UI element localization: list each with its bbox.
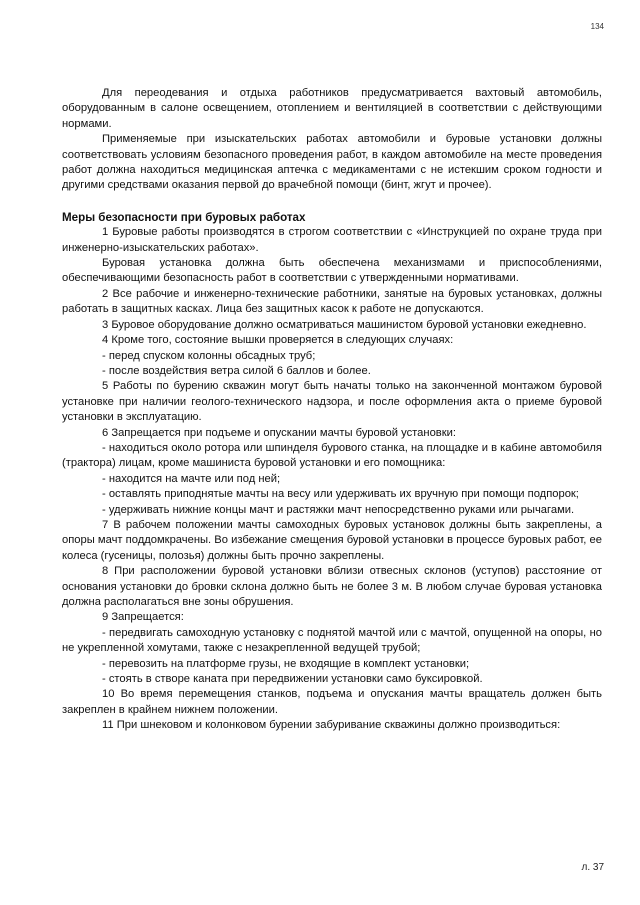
- spacer: [62, 194, 602, 210]
- paragraph: 7 В рабочем положении мачты самоходных буровых установок должны быть закреплены, а опоры мачт поддомкрачены. Во избежание смещения буровой установки в процессе буровых работ, ее колеса (гусеницы, полозья) должны быть прочно закреплены.: [62, 518, 602, 562]
- paragraph: Для переодевания и отдыха работников предусматривается вахтовый автомобиль, оборудованным в салоне освещением, отоплением и вентиляцией в соответствии с действующими нормами.: [62, 87, 602, 130]
- document-body: [62, 86, 602, 734]
- page-number: 134: [590, 22, 604, 31]
- paragraph: 1 Буровые работы производятся в строгом соответствии с «Инструкцией по охране труда при инженерно-изыскательских работах».: [62, 226, 602, 254]
- paragraph: 3 Буровое оборудование должно осматриваться машинистом буровой установки ежедневно.: [102, 318, 587, 331]
- list-item: - после воздействия ветра силой 6 баллов и более.: [102, 364, 371, 377]
- paragraph: 10 Во время перемещения станков, подъема и опускания мачты вращатель должен быть закреплен в крайнем нижнем положении.: [62, 688, 602, 716]
- paragraph: Буровая установка должна быть обеспечена механизмами и приспособлениями, обеспечивающими безопасность работ в соответствии с утвержденными нормативами.: [62, 257, 602, 285]
- paragraph: 6 Запрещается при подъеме и опускании мачты буровой установки:: [102, 426, 456, 439]
- paragraph: 9 Запрещается:: [102, 611, 184, 624]
- list-item: - находиться около ротора или шпинделя бурового станка, на площадке и в кабине автомобиля (трактора) лицам, кроме машиниста буровой установки и его помощника:: [62, 441, 602, 470]
- list-item: - стоять в створе каната при передвижении установки само буксировкой.: [102, 673, 483, 686]
- paragraph: 11 При шнековом и колонковом бурении забуривание скважины должно производиться:: [102, 719, 561, 732]
- list-item: - удерживать нижние концы мачт и растяжки мачт непосредственно руками или рычагами.: [102, 503, 575, 516]
- list-item: - перед спуском колонны обсадных труб;: [102, 349, 316, 362]
- paragraph: 5 Работы по бурению скважин могут быть начаты только на законченной монтажом буровой установке при наличии геолого-технического надзора, и после оформления акта о приеме буровой установки в эксплуатацию.: [62, 380, 602, 424]
- section-title: Меры безопасности при буровых работах: [62, 210, 306, 224]
- page-label: л. 37: [581, 862, 604, 873]
- paragraph: 2 Все рабочие и инженерно-технические работники, занятые на буровых установках, должны работать в защитных касках. Лица без защитных касок к работе не допускаются.: [62, 287, 602, 316]
- list-item: - находится на мачте или под ней;: [102, 472, 281, 485]
- list-item: - перевозить на платформе грузы, не входящие в комплект установки;: [102, 657, 470, 670]
- list-item: - передвигать самоходную установку с поднятой мачтой или с мачтой, опущенной на опоры, но не укрепленной хомутами, также с незакрепленной ведущей трубой;: [62, 626, 602, 655]
- paragraph: 4 Кроме того, состояние вышки проверяется в следующих случаях:: [102, 334, 454, 347]
- paragraph: 8 При расположении буровой установки вблизи отвесных склонов (уступов) расстояние от основания установки до бровки склона должно быть не более 3 м. В любом случае буровая установка должна располагаться вне зоны обрушения.: [62, 565, 602, 608]
- paragraph: Применяемые при изыскательских работах автомобили и буровые установки должны соответствовать условиям безопасного проведения работ, в каждом автомобиле на месте проведения работ должна находиться медицинская аптечка с медикаментами с не истекшим сроком годности и другими средствами оказания первой до врачебной помощи (бинт, жгут и прочее).: [62, 133, 602, 192]
- list-item: - оставлять приподнятые мачты на весу или удерживать их вручную при помощи подпорок;: [102, 488, 579, 501]
